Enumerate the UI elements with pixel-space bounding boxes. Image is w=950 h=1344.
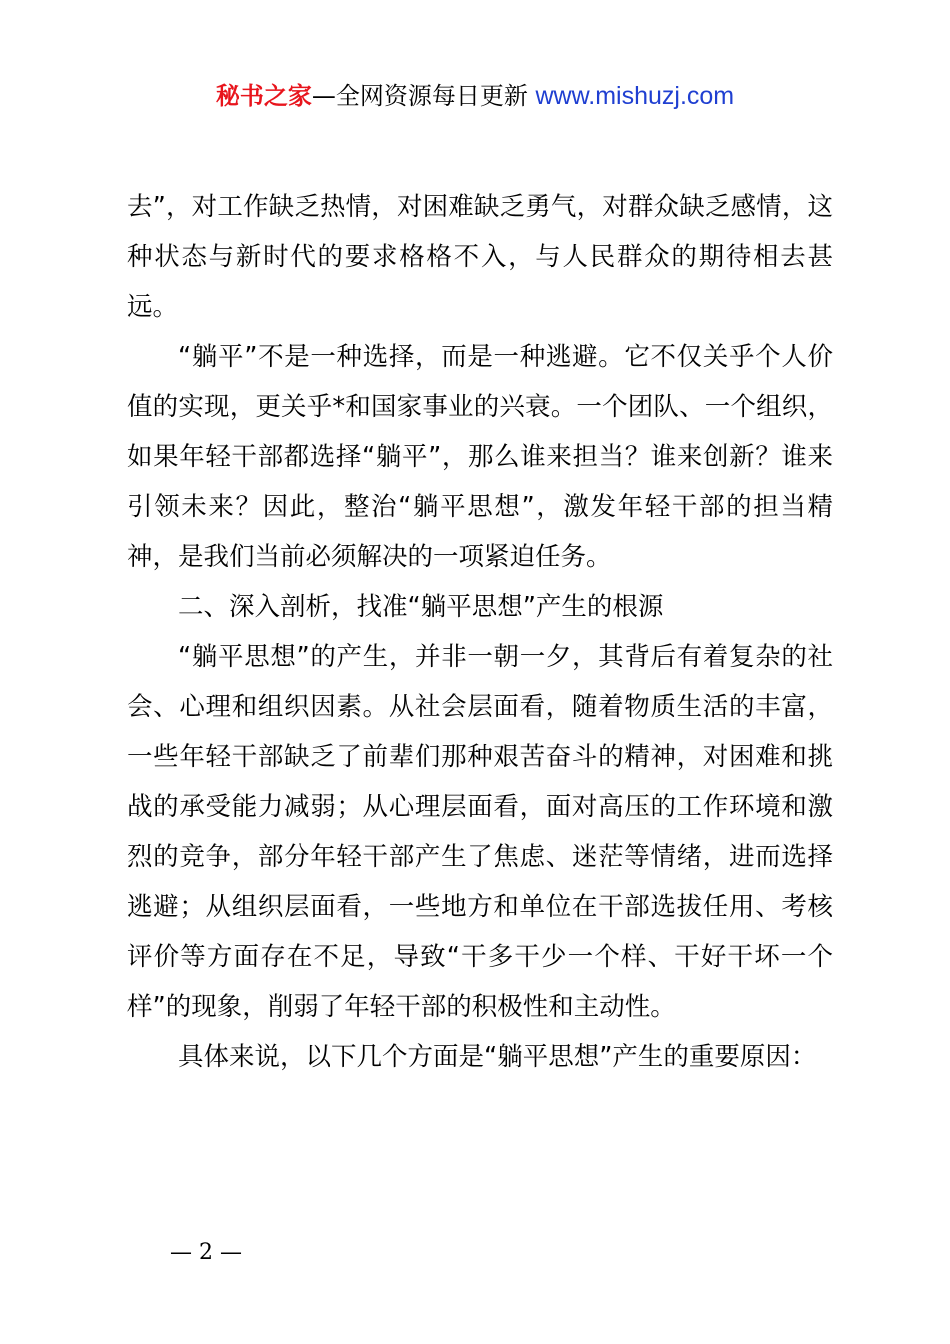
brand-name: 秘书之家 (215, 82, 312, 110)
page-number: — 2 — (170, 1240, 242, 1265)
paragraph: 具体来说，以下几个方面是“躺平思想”产生的重要原因： (178, 1042, 817, 1072)
paragraph: “躺平”不是一种选择，而是一种逃避。它不仅关乎个人价值的实现，更关乎*和国家事业的兴衰。一个团队、一个组织，如果年轻干部都选择“躺平”，那么谁来担当？谁来创新？谁来引领未来？因此，整治“躺平思想”，激发年轻干部的担当精神，是我们当前必须解决的一项紧迫任务。 (127, 342, 833, 572)
document-body (127, 182, 833, 1082)
header-tagline: —全网资源每日更新 (311, 82, 528, 110)
site-url-link[interactable]: www.mishuzj.com (535, 82, 735, 110)
paragraph: “躺平思想”的产生，并非一朝一夕，其背后有着复杂的社会、心理和组织因素。从社会层面看，随着物质生活的丰富，一些年轻干部缺乏了前辈们那种艰苦奋斗的精神，对困难和挑战的承受能力减弱；从心理层面看，面对高压的工作环境和激烈的竞争，部分年轻干部产生了焦虑、迷茫等情绪，进而选择逃避；从组织层面看，一些地方和单位在干部选拔任用、考核评价等方面存在不足，导致“干多干少一个样、干好干坏一个样”的现象，削弱了年轻干部的积极性和主动性。 (127, 642, 833, 1022)
site-header (0, 80, 950, 112)
paragraph-continued: 去”，对工作缺乏热情，对困难缺乏勇气，对群众缺乏感情，这种状态与新时代的要求格格不入，与人民群众的期待相去甚远。 (127, 192, 833, 322)
section-heading: 二、深入剖析，找准“躺平思想”产生的根源 (178, 592, 664, 622)
